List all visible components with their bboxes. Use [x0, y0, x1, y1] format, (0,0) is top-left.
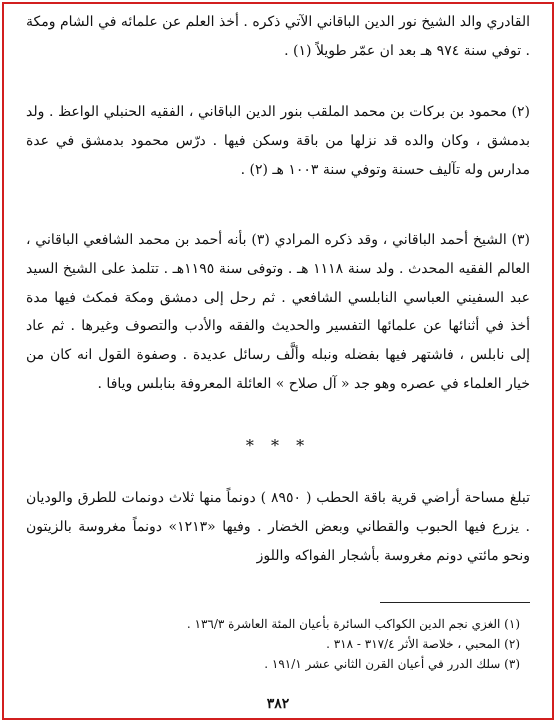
paragraph-ahmad-baqani: (٣) الشيخ أحمد الباقاني ، وقد ذكره المرادي (٣) بأنه أحمد بن محمد الشافعي الباقاني ، العالم الفقيه المحدث . ولد سنة ١١١٨ هـ . وتوفى سنة ١١٩٥هـ . تتلمذ على الشيخ السيد عبد السفيني العباسي النابلسي الشافعي . ثم رحل إلى دمشق ومكة فمكث فيها مدة أخذ في أثنائها عن علمائها التفسير والحديث والفقه والأدب والتصوف وغيرها . ثم عاد إلى نابلس ، فاشتهر فيها بفضله ونبله وألَّف رسائل عديدة . وصفوة القول انه كان من خيار العلماء في عصره وهو جد « آل صلاح » العائلة المعروفة بنابلس ويافا . — [26, 232, 530, 392]
book-page — [26, 8, 530, 718]
paragraph-continuation: القادري والد الشيخ نور الدين الباقاني الآتي ذكره . أخذ العلم عن علمائه في الشام ومكة . توفي سنة ٩٧٤ هـ بعد ان عمّر طويلاً (١) . — [26, 14, 530, 59]
footnote-divider — [380, 602, 530, 603]
page-number: ٣٨٢ — [266, 696, 290, 712]
footnote-item: (١) الغزي نجم الدين الكواكب السائرة بأعيان المئة العاشرة ١٣٦/٣ . — [186, 617, 520, 631]
footnote-item: (٢) المحبي ، خلاصة الأثر ٣١٧/٤ - ٣١٨ . — [326, 637, 520, 651]
paragraph-mahmoud-baqani: (٢) محمود بن بركات بن محمد الملقب بنور الدين الباقاني ، الفقيه الحنبلي الواعظ . ولد بدمشق ، وكان والده قد نزلها من باقة وسكن فيها . درّس محمود بدمشق في عدة مدارس وله تآليف حسنة وتوفي سنة ١٠٠٣ هـ (٢) . — [26, 104, 530, 178]
footnote-item: (٣) سلك الدرر في أعيان القرن الثاني عشر ١٩١/١ . — [264, 657, 520, 671]
paragraph-land-area: تبلغ مساحة أراضي قرية باقة الحطب ( ٨٩٥٠ ) دونماً منها ثلاث دونمات للطرق والوديان . يزرع فيها الحبوب والقطاني وبعض الخضار . وفيها «١٢١٣» دونماً مغروسة بالزيتون ونحو مائتي دونم مغروسة بأشجار الفواكه واللوز — [26, 490, 531, 564]
section-separator: * * * — [245, 436, 311, 455]
footnotes-list — [26, 614, 520, 674]
page-frame — [2, 2, 554, 720]
